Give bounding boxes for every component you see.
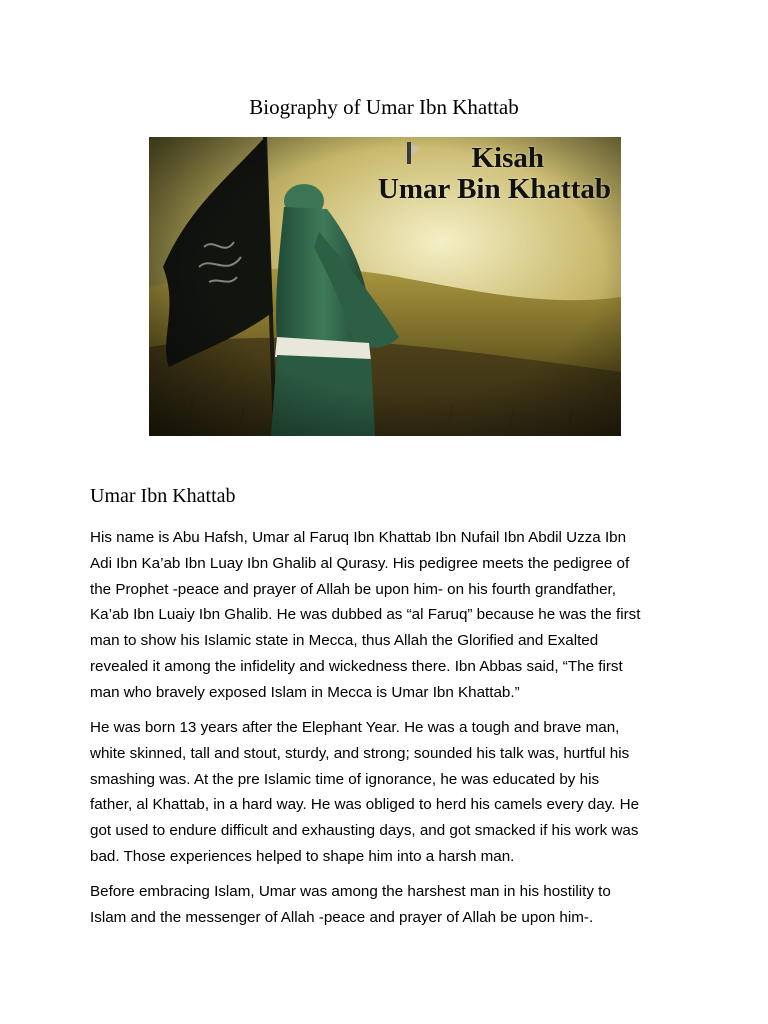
document-title: Biography of Umar Ibn Khattab [249,95,519,119]
hero-caption-line1: Kisah [471,142,544,174]
body-paragraph: He was born 13 years after the Elephant Year. He was a tough and brave man, white skinned, tall and stout, sturdy, and strong; sounded his talk was, hurtful his smashing was. At the pre Islamic time of ignorance, he was educated by his father, al Khattab, in a hard way. He was obliged to herd his camels every day. He got used to endure difficult and exhausting days, and got smacked if his work was bad. Those experiences helped to shape him into a harsh man. [90,719,640,865]
body-paragraph: Before embracing Islam, Umar was among the harshest man in his hostility to Islam and the messenger of Allah -peace and prayer of Allah be upon him-. [90,883,611,926]
body-paragraph: His name is Abu Hafsh, Umar al Faruq Ibn Khattab Ibn Nufail Ibn Abdil Uzza Ibn Adi Ibn Ka’ab Ibn Luay Ibn Ghalib al Qurasy. His pedigree meets the pedigree of the Prophet -peace and prayer of Allah be upon him- on his fourth grandfather, Ka’ab Ibn Luaiy Ibn Ghalib. He was dubbed as “al Faruq” because he was the first man to show his Islamic state in Mecca, thus Allah the Glorified and Exalted revealed it among the infidelity and wickedness there. Ibn Abbas said, “The first man who bravely exposed Islam in Mecca is Umar Ibn Khattab.” [90,529,641,701]
hero-image [149,137,621,436]
section-heading: Umar Ibn Khattab [90,485,236,507]
hero-caption-line2: Umar Bin Khattab [377,173,611,205]
